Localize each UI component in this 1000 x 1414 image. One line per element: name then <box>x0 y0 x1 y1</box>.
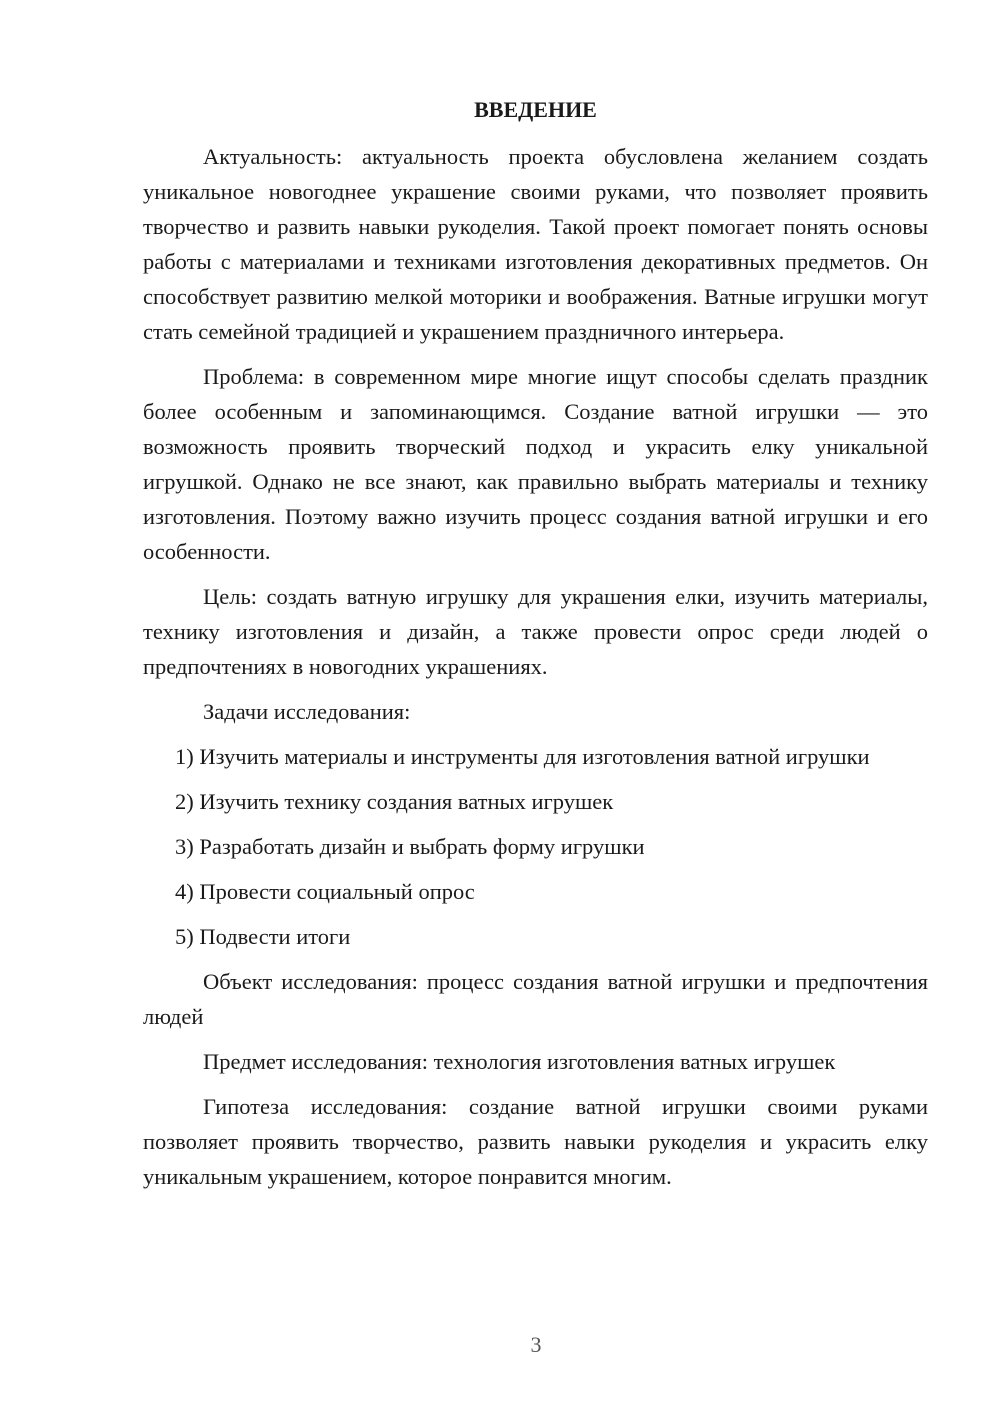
object-paragraph: Объект исследования: процесс создания ватной игрушки и предпочтения людей <box>143 969 928 1029</box>
page-number: 3 <box>530 1332 542 1357</box>
list-item: 2) Изучить технику создания ватных игрушек <box>175 789 614 814</box>
problem-paragraph: Проблема: в современном мире многие ищут способы сделать праздник более особенным и запоминающимся. Создание ватной игрушки — это возможность проявить творческий подход и украсить елку уникальной игрушкой. Однако не все знают, как правильно выбрать материалы и технику изготовления. Поэтому важно изучить процесс создания ватной игрушки и его особенности. <box>143 364 928 564</box>
list-item: 1) Изучить материалы и инструменты для изготовления ватной игрушки <box>175 744 870 769</box>
list-item: 4) Провести социальный опрос <box>175 879 475 904</box>
goal-paragraph: Цель: создать ватную игрушку для украшения елки, изучить материалы, технику изготовления и дизайн, а также провести опрос среди людей о предпочтениях в новогодних украшениях. <box>143 584 928 679</box>
tasks-list <box>143 739 928 954</box>
tasks-heading: Задачи исследования: <box>203 699 411 724</box>
subject-paragraph: Предмет исследования: технология изготовления ватных игрушек <box>203 1049 836 1074</box>
hypothesis-paragraph: Гипотеза исследования: создание ватной игрушки своими руками позволяет проявить творчество, развить навыки рукоделия и украсить елку уникальным украшением, которое понравится многим. <box>143 1094 928 1189</box>
list-item: 3) Разработать дизайн и выбрать форму игрушки <box>175 834 645 859</box>
document-page <box>143 92 928 1194</box>
page-title: ВВЕДЕНИЕ <box>474 97 597 122</box>
relevance-paragraph: Актуальность: актуальность проекта обусловлена желанием создать уникальное новогоднее украшение своими руками, что позволяет проявить творчество и развить навыки рукоделия. Такой проект помогает понять основы работы с материалами и техниками изготовления декоративных предметов. Он способствует развитию мелкой моторики и воображения. Ватные игрушки могут стать семейной традицией и украшением праздничного интерьера. <box>143 144 928 344</box>
list-item: 5) Подвести итоги <box>175 924 351 949</box>
